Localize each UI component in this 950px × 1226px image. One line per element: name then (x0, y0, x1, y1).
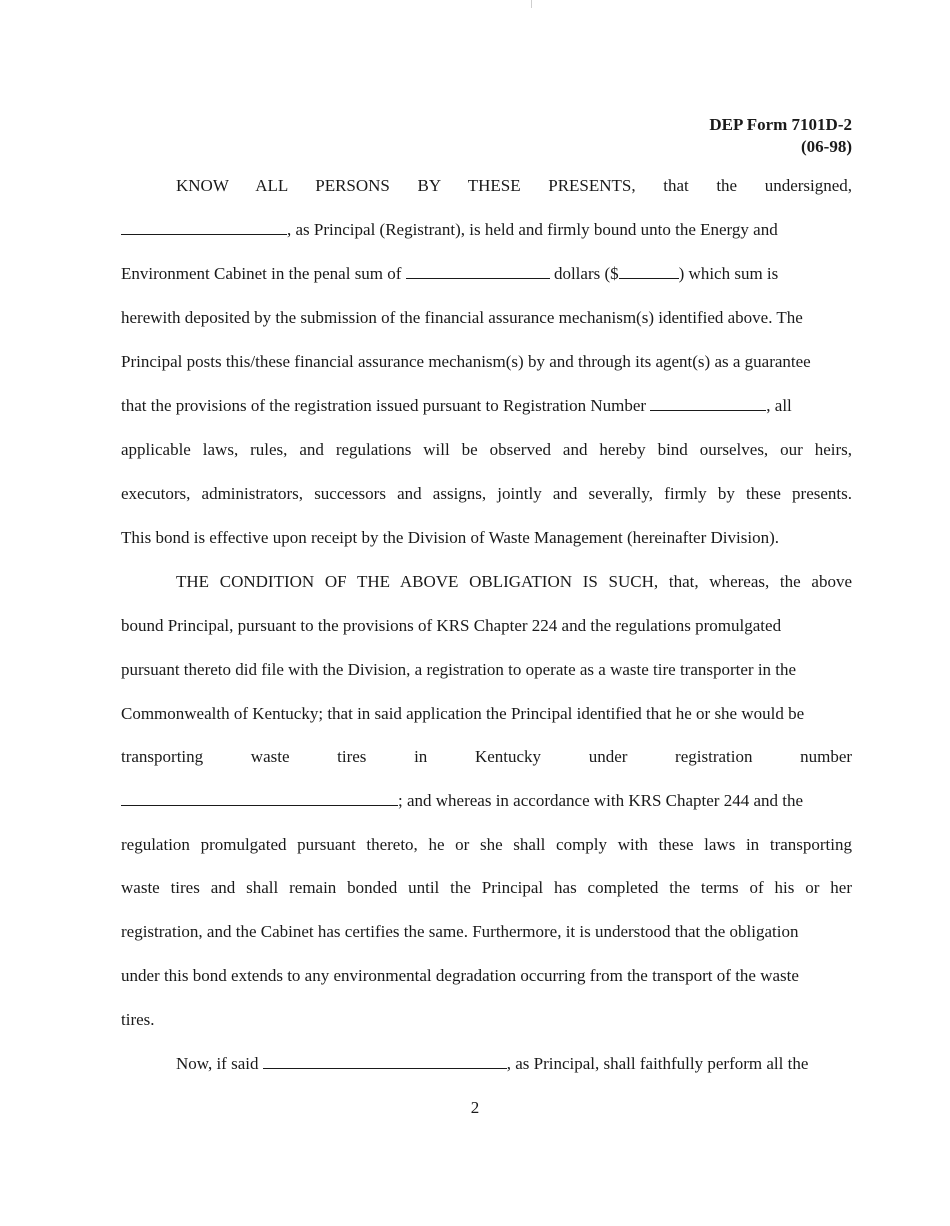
form-identifier (709, 114, 852, 158)
p1-line-4: herewith deposited by the submission of the financial assurance mechanism(s) identified above. The (121, 308, 803, 327)
p2-line-4: Commonwealth of Kentucky; that in said application the Principal identified that he or she would be (121, 704, 805, 723)
p2-line-2: bound Principal, pursuant to the provisions of KRS Chapter 224 and the regulations promulgated (121, 616, 782, 635)
penal-sum-words-blank[interactable] (406, 263, 550, 279)
p2-line-11: tires. (121, 1010, 155, 1029)
p2-line-7: regulation promulgated pursuant thereto, he or she shall comply with these laws in transporting (121, 835, 852, 854)
principal-name-blank[interactable] (121, 219, 287, 235)
form-number: DEP Form 7101D-2 (709, 115, 852, 134)
principal-name-blank-2[interactable] (263, 1053, 507, 1069)
penal-sum-amount-blank[interactable] (619, 263, 679, 279)
p2-line-1: THE CONDITION OF THE ABOVE OBLIGATION IS SUCH, that, whereas, the above (176, 572, 852, 591)
form-date: (06-98) (801, 137, 852, 156)
p3-line-1: Now, if said , as Principal, shall faithfully perform all the (176, 1054, 809, 1073)
p1-line-9: This bond is effective upon receipt by the Division of Waste Management (hereinafter Division). (121, 528, 779, 547)
p2-line-3: pursuant thereto did file with the Division, a registration to operate as a waste tire transporter in the (121, 660, 797, 679)
scan-artifact (531, 0, 532, 8)
p1-line-8: executors, administrators, successors and assigns, jointly and severally, firmly by these presents. (121, 484, 852, 503)
p1-line-7: applicable laws, rules, and regulations will be observed and hereby bind ourselves, our heirs, (121, 440, 852, 459)
p1-line-1: KNOW ALL PERSONS BY THESE PRESENTS, that the undersigned, (176, 176, 853, 195)
p2-line-5: transporting waste tires in Kentucky under registration number (121, 747, 853, 766)
registration-number-blank[interactable] (650, 395, 766, 411)
p1-line-3: Environment Cabinet in the penal sum of dollars ($ ) which sum is (121, 264, 779, 283)
p2-line-9: registration, and the Cabinet has certifies the same. Furthermore, it is understood that the obligation (121, 922, 799, 941)
transporter-registration-number-blank[interactable] (121, 790, 398, 806)
p1-line-2: , as Principal (Registrant), is held and firmly bound unto the Energy and (121, 219, 852, 241)
p1-line-6: that the provisions of the registration issued pursuant to Registration Number , all (121, 396, 792, 415)
page-number: 2 (470, 1098, 480, 1117)
p2-line-10: under this bond extends to any environmental degradation occurring from the transport of the waste (121, 966, 799, 985)
p1-line-5: Principal posts this/these financial assurance mechanism(s) by and through its agent(s) as a guarantee (121, 352, 811, 371)
p2-line-8: waste tires and shall remain bonded until the Principal has completed the terms of his or her (121, 878, 852, 897)
p2-line-6: ; and whereas in accordance with KRS Chapter 244 and the (121, 790, 852, 812)
